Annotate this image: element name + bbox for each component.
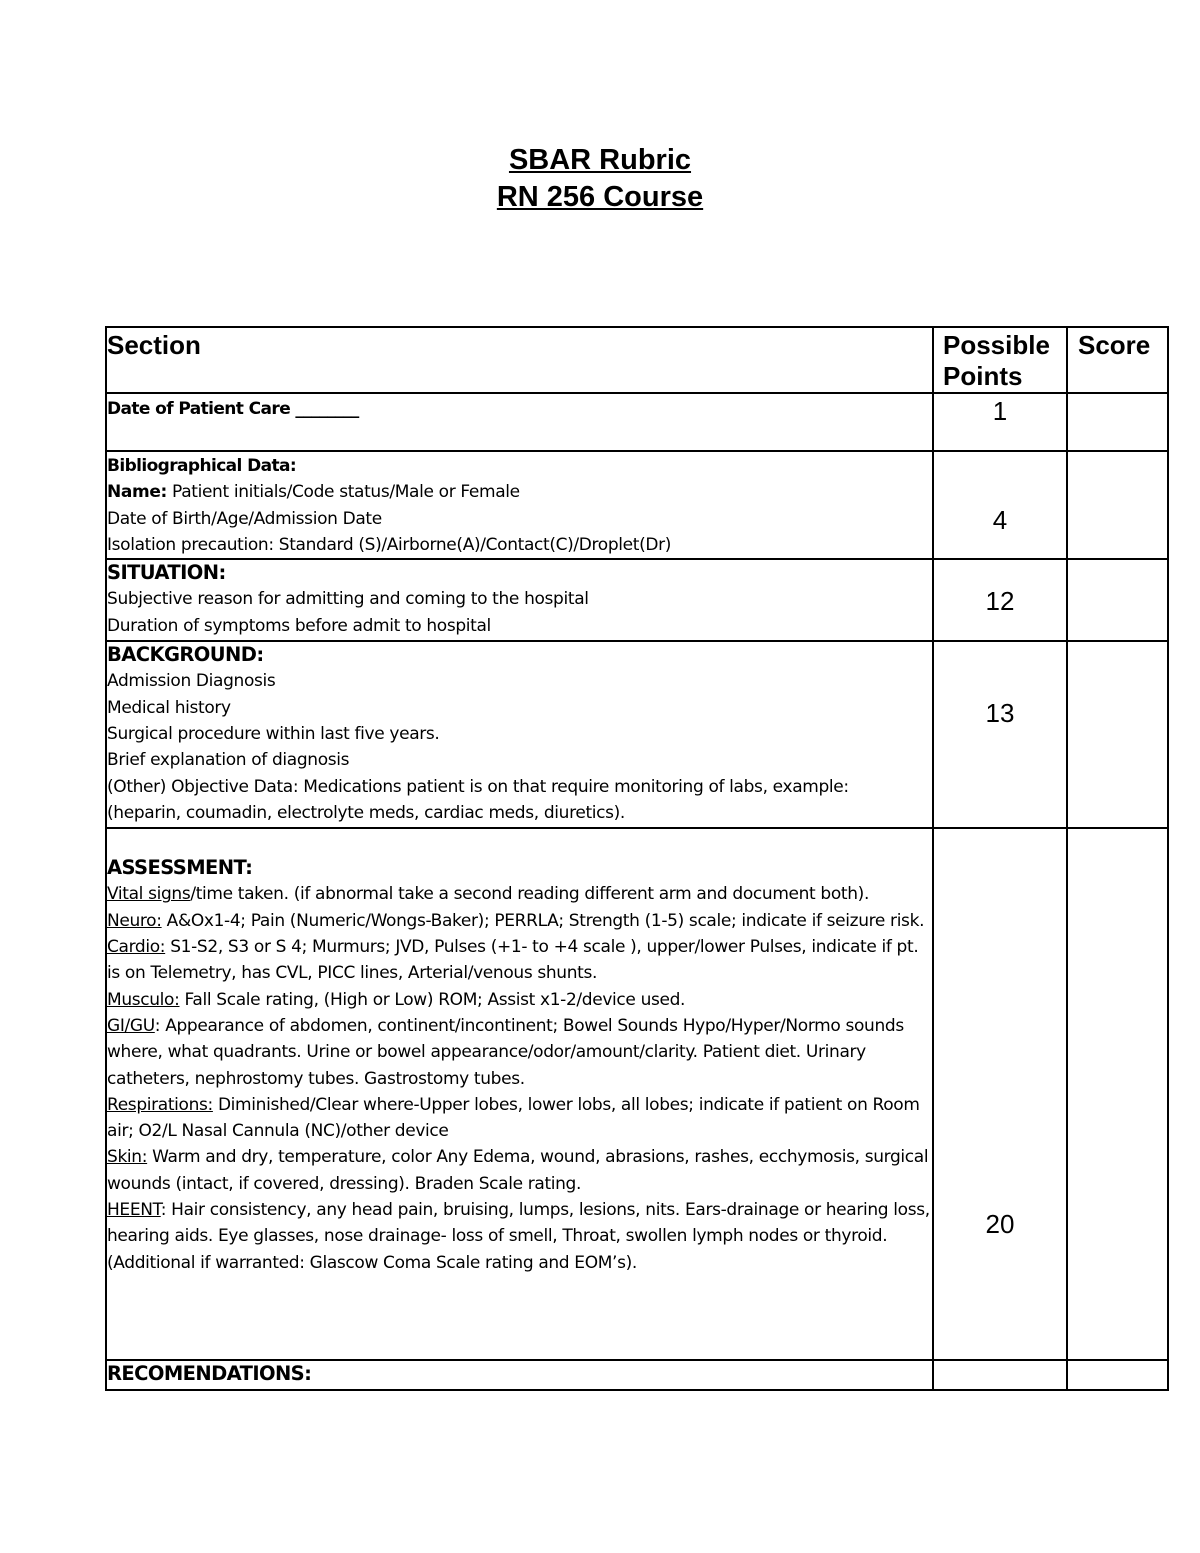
row-biographical-section — [106, 451, 933, 559]
row-date-score — [1067, 393, 1168, 451]
row-recommendations — [106, 1360, 1168, 1390]
background-points: 13 — [985, 698, 1015, 729]
row-date-points-cell — [933, 393, 1067, 451]
row-biographical-points-cell — [933, 451, 1067, 559]
header-points-cell — [933, 327, 1067, 393]
biographical-isolation-line: Isolation precaution: Standard (S)/Airborne(A)/Contact(C)/Droplet(Dr) — [107, 534, 672, 555]
background-line-2: Medical history — [107, 697, 231, 718]
gigu-label: GI/GU — [107, 1015, 155, 1036]
row-situation — [106, 559, 1168, 641]
row-situation-score — [1067, 559, 1168, 641]
biographical-heading: Bibliographical Data: — [107, 456, 297, 476]
assessment-heent — [107, 1197, 932, 1250]
header-section: Section — [107, 330, 201, 360]
respirations-label: Respirations: — [107, 1094, 213, 1115]
recommendations-heading: RECOMENDATIONS: — [107, 1362, 312, 1386]
situation-line-2: Duration of symptoms before admit to hospital — [107, 615, 491, 636]
biographical-name-line — [107, 479, 932, 505]
row-date — [106, 393, 1168, 451]
header-score-cell — [1067, 327, 1168, 393]
background-line-6: (heparin, coumadin, electrolyte meds, cardiac meds, diuretics). — [107, 802, 625, 823]
situation-heading: SITUATION: — [107, 561, 226, 585]
row-assessment — [106, 828, 1168, 1360]
row-recommendations-points-cell — [933, 1360, 1067, 1390]
cardio-text: S1-S2, S3 or S 4; Murmurs; JVD, Pulses (+1- to +4 scale ), upper/lower Pulses, indicate if pt. is on Telemetry, has CVL, PICC lines, Arterial/venous shunts. — [107, 937, 919, 984]
situation-line-1: Subjective reason for admitting and coming to the hospital — [107, 589, 589, 610]
date-points: 1 — [992, 396, 1008, 426]
background-line-4: Brief explanation of diagnosis — [107, 750, 350, 771]
document-title — [0, 142, 1200, 216]
row-recommendations-score — [1067, 1360, 1168, 1390]
row-situation-points-cell — [933, 559, 1067, 641]
title-line-2: RN 256 Course — [496, 181, 704, 213]
row-situation-section — [106, 559, 933, 641]
skin-label: Skin: — [107, 1147, 148, 1168]
background-heading: BACKGROUND: — [107, 643, 264, 667]
assessment-points: 20 — [985, 1209, 1015, 1240]
assessment-vital-signs — [107, 881, 932, 907]
background-line-3: Surgical procedure within last five years. — [107, 724, 440, 745]
row-recommendations-section — [106, 1360, 933, 1390]
background-line-1: Admission Diagnosis — [107, 671, 276, 692]
header-possible-label: Possible — [943, 330, 1050, 360]
assessment-cardio — [107, 934, 932, 987]
assessment-heading: ASSESSMENT: — [107, 856, 253, 880]
background-line-5: (Other) Objective Data: Medications patient is on that require monitoring of labs, example: — [107, 776, 849, 797]
respirations-text: Diminished/Clear where-Upper lobes, lower lobs, all lobes; indicate if patient on Room air; O2/L Nasal Cannula (NC)/other device — [107, 1094, 920, 1142]
row-background — [106, 641, 1168, 828]
musculo-text: Fall Scale rating, (High or Low) ROM; Assist x1-2/device used. — [179, 989, 686, 1010]
assessment-gigu — [107, 1013, 932, 1092]
gigu-text: : Appearance of abdomen, continent/incontinent; Bowel Sounds Hypo/Hyper/Normo sounds where, what quadrants. Urine or bowel appearance/odor/amount/clarity. Patient diet. Urinary catheters, nephrostomy tubes. Gastrostomy tubes. — [107, 1015, 904, 1089]
biographical-dob-line: Date of Birth/Age/Admission Date — [107, 508, 382, 529]
name-label: Name: — [107, 482, 167, 503]
row-background-points-cell — [933, 641, 1067, 828]
vital-signs-label: Vital signs — [107, 884, 191, 905]
heent-label: HEENT — [107, 1200, 161, 1221]
row-background-section — [106, 641, 933, 828]
row-biographical-score — [1067, 451, 1168, 559]
vital-signs-text: /time taken. (if abnormal take a second reading different arm and document both). — [190, 884, 869, 905]
rubric-table — [105, 326, 1169, 1391]
musculo-label: Musculo: — [107, 989, 180, 1010]
header-section-cell — [106, 327, 933, 393]
assessment-musculo — [107, 987, 932, 1013]
title-line-1: SBAR Rubric — [508, 144, 692, 176]
row-assessment-section — [106, 828, 933, 1360]
row-date-section — [106, 393, 933, 451]
skin-text: Warm and dry, temperature, color Any Edema, wound, abrasions, rashes, ecchymosis, surgical wounds (intact, if covered, dressing). Braden Scale rating. — [107, 1147, 929, 1194]
cardio-label: Cardio: — [107, 937, 166, 958]
assessment-additional: (Additional if warranted: Glascow Coma Scale rating and EOM’s). — [107, 1252, 637, 1273]
assessment-skin — [107, 1144, 932, 1197]
assessment-respirations — [107, 1092, 932, 1145]
assessment-neuro — [107, 908, 932, 934]
header-points-label: Points — [943, 361, 1023, 391]
neuro-text: A&Ox1-4; Pain (Numeric/Wongs-Baker); PERRLA; Strength (1-5) scale; indicate if seizure risk. — [161, 910, 925, 931]
row-background-score — [1067, 641, 1168, 828]
biographical-points: 4 — [992, 505, 1008, 535]
situation-points: 12 — [985, 586, 1015, 617]
header-possible-points — [934, 328, 1066, 392]
row-biographical — [106, 451, 1168, 559]
header-row — [106, 327, 1168, 393]
header-score: Score — [1078, 330, 1151, 360]
neuro-label: Neuro: — [107, 910, 162, 931]
row-assessment-score — [1067, 828, 1168, 1360]
name-text: Patient initials/Code status/Male or Female — [167, 482, 520, 503]
row-assessment-points-cell — [933, 828, 1067, 1360]
date-of-care-label: Date of Patient Care ________ — [107, 399, 359, 419]
heent-text: : Hair consistency, any head pain, bruising, lumps, lesions, nits. Ears-drainage or hearing loss, hearing aids. Eye glasses, nose drainage- loss of smell, Throat, swollen lymph nodes or thyroid. — [107, 1200, 930, 1247]
